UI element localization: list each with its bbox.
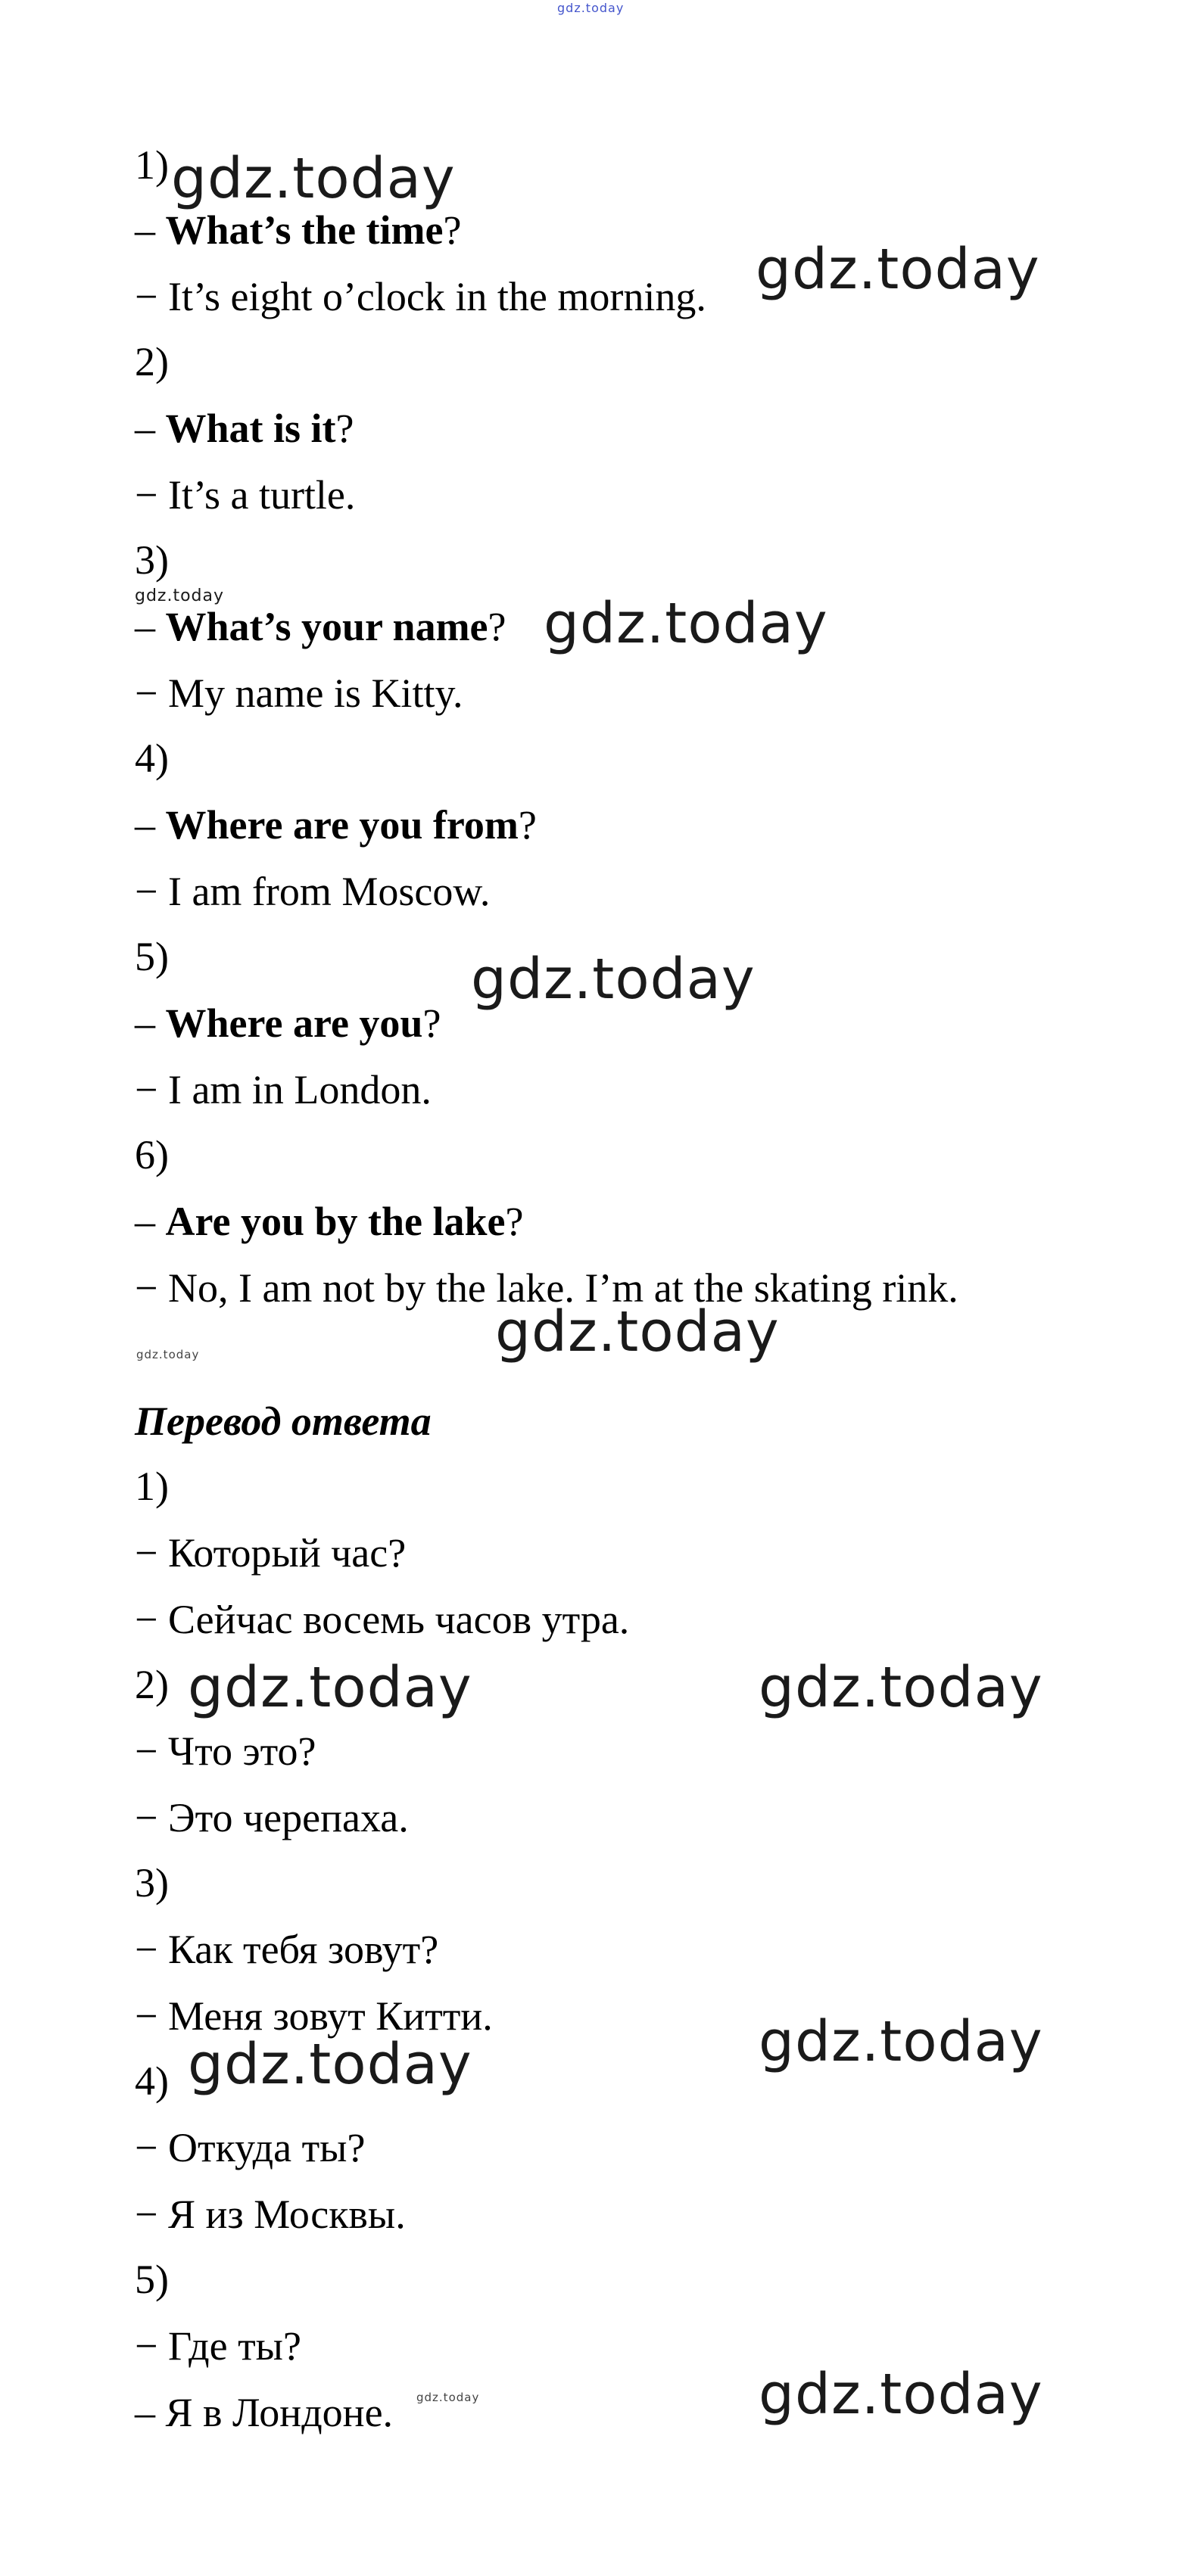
watermark-small: gdz.today	[136, 1348, 200, 1361]
answer-3: − My name is Kitty.	[135, 670, 463, 716]
answer-6: − No, I am not by the lake. I’m at the skating rink.	[135, 1265, 958, 1311]
watermark: gdz.today	[756, 237, 1040, 302]
ru-answer-4: − Я из Москвы.	[135, 2192, 406, 2237]
item-number-5: 5)	[135, 934, 169, 979]
ru-answer-2: − Это черепаха.	[135, 1795, 409, 1840]
item-number-2: 2)	[135, 339, 169, 384]
answer-2: − It’s a turtle.	[135, 472, 356, 518]
answer-1: − It’s eight o’clock in the morning.	[135, 274, 706, 319]
question-6: – Are you by the lake?	[135, 1199, 524, 1244]
ru-item-number-1: 1)	[135, 1464, 169, 1509]
watermark: gdz.today	[759, 1655, 1043, 1720]
answer-5: − I am in London.	[135, 1067, 432, 1112]
answer-4: − I am from Moscow.	[135, 869, 491, 914]
watermark: gdz.today	[544, 591, 828, 656]
ru-item-number-2: 2)	[135, 1662, 169, 1707]
watermark-small: gdz.today	[416, 2391, 480, 2404]
item-number-4: 4)	[135, 736, 169, 781]
ru-question-4: − Откуда ты?	[135, 2125, 366, 2170]
ru-question-3: − Как тебя зовут?	[135, 1927, 439, 1972]
watermark: gdz.today	[759, 2009, 1043, 2074]
watermark: gdz.today	[495, 1299, 780, 1364]
watermark: gdz.today	[171, 146, 456, 211]
translation-heading: Перевод ответа	[135, 1398, 432, 1444]
question-3: – What’s your name?	[135, 604, 506, 649]
ru-answer-1: − Сейчас восемь часов утра.	[135, 1597, 630, 1642]
ru-answer-3: − Меня зовут Китти.	[135, 1993, 493, 2039]
watermark: gdz.today	[188, 2032, 472, 2097]
item-number-1: 1)	[135, 142, 169, 188]
ru-item-number-5: 5)	[135, 2257, 169, 2302]
ru-question-1: − Который час?	[135, 1530, 407, 1576]
watermark: gdz.today	[188, 1655, 472, 1720]
ru-question-5: − Где ты?	[135, 2323, 301, 2369]
ru-question-2: − Что это?	[135, 1728, 316, 1774]
watermark-small: gdz.today	[135, 586, 225, 605]
question-4: – Where are you from?	[135, 802, 537, 848]
question-2: – What is it?	[135, 406, 354, 451]
watermark: gdz.today	[759, 2362, 1043, 2427]
ru-answer-5: – Я в Лондоне.	[135, 2390, 394, 2435]
question-5: – Where are you?	[135, 1000, 441, 1046]
item-number-6: 6)	[135, 1132, 169, 1178]
question-1: – What’s the time?	[135, 207, 462, 253]
ru-item-number-4: 4)	[135, 2058, 169, 2104]
ru-item-number-3: 3)	[135, 1860, 169, 1906]
watermark-top: gdz.today	[557, 1, 625, 15]
watermark: gdz.today	[471, 947, 756, 1012]
item-number-3: 3)	[135, 537, 169, 583]
